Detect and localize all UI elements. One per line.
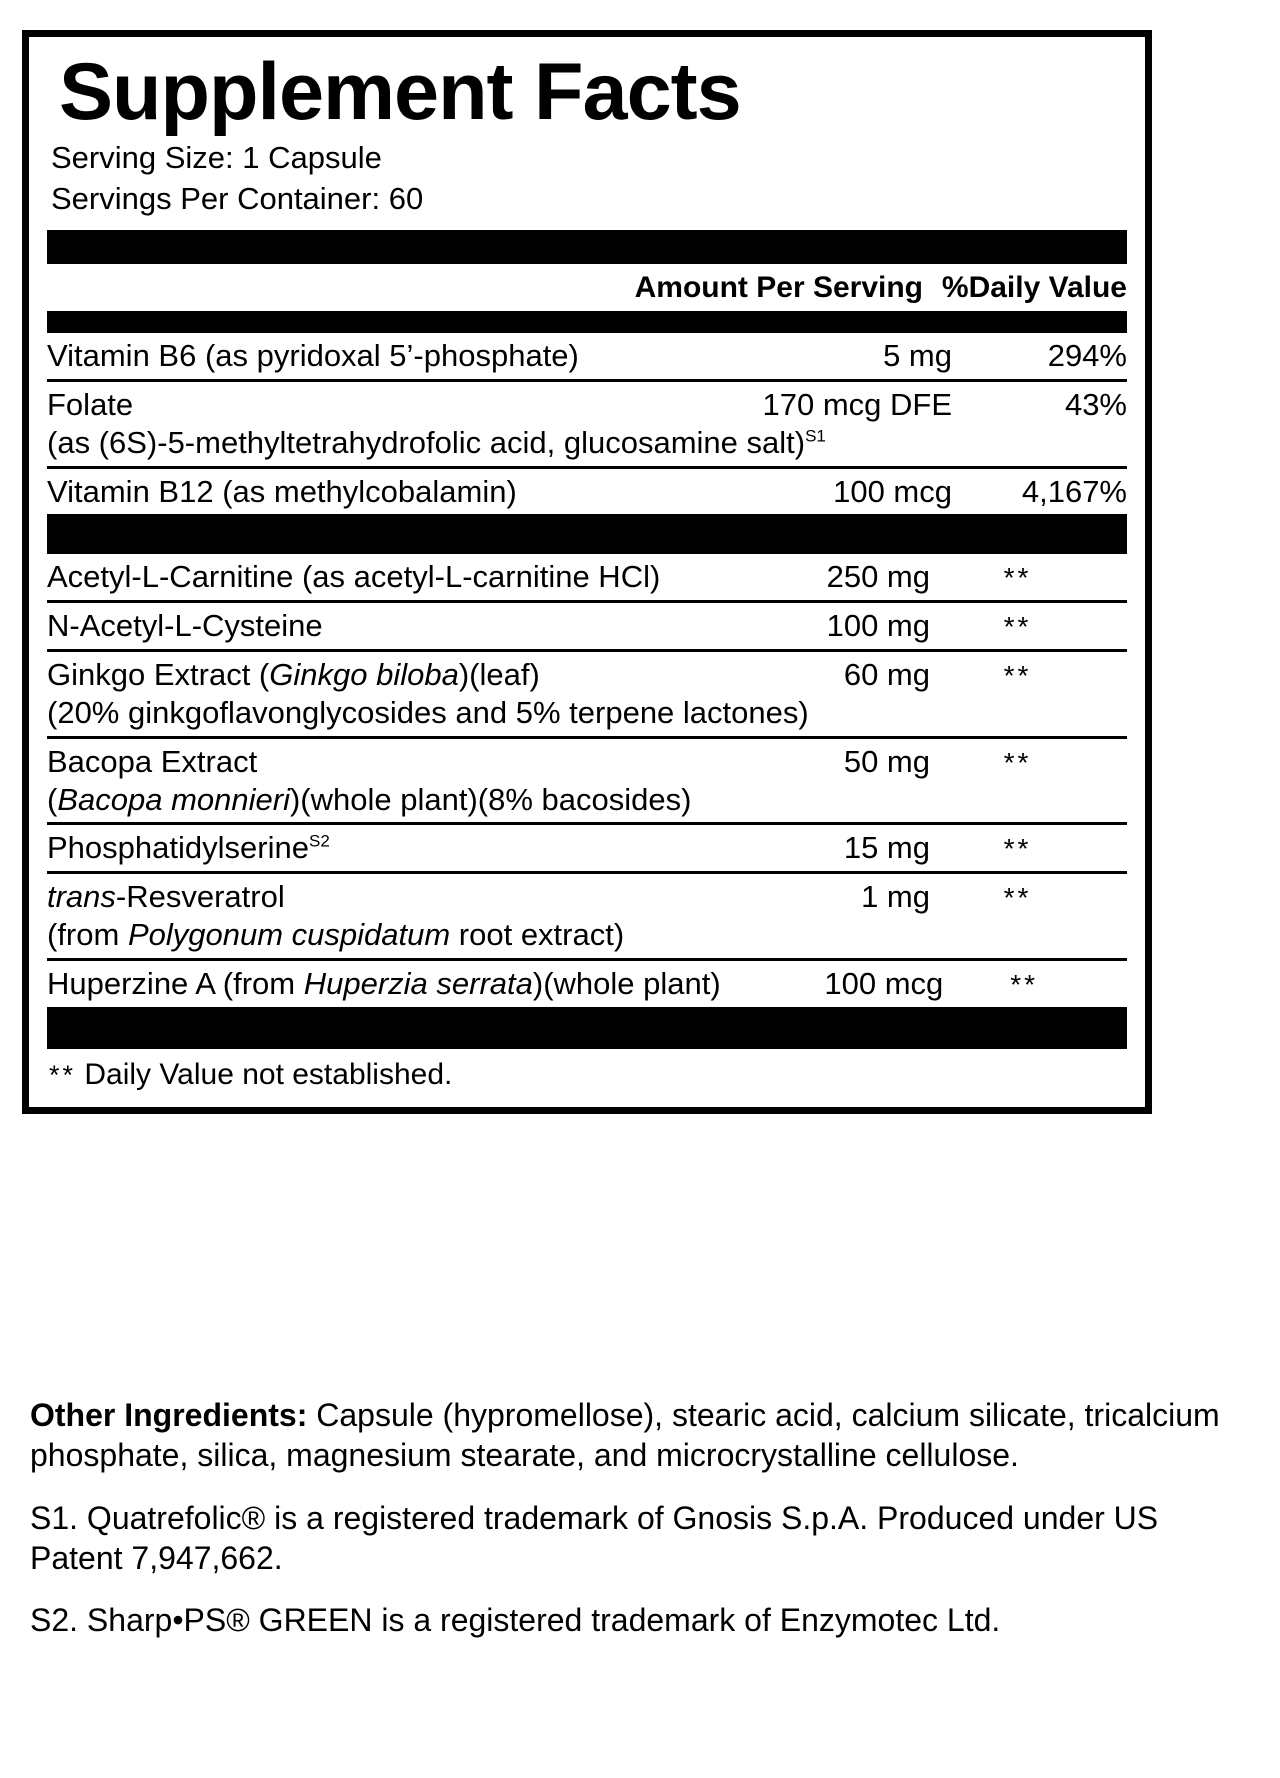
row-daily-value: ** <box>1003 882 1032 914</box>
column-header-amount: Amount Per Serving <box>634 271 923 305</box>
row-amount: 50 mg <box>843 743 930 779</box>
notes-section <box>30 1395 1250 1663</box>
vitamin-rows <box>47 333 1127 514</box>
daily-value-footnote <box>47 1049 1127 1097</box>
row-detail <box>47 424 1127 462</box>
row-name-text: Phosphatidylserine <box>47 830 309 866</box>
row-name: Folate <box>47 387 134 422</box>
row-daily-value: ** <box>1003 833 1032 865</box>
row-daily-value: 43% <box>1064 387 1127 422</box>
other-ingredients-label: Other Ingredients: <box>30 1397 308 1433</box>
row-daily-value: ** <box>1010 968 1039 1000</box>
table-row <box>47 379 1127 466</box>
panel-title: Supplement Facts <box>59 47 741 137</box>
table-row <box>47 958 1127 1007</box>
column-header-daily-value: %Daily Value <box>941 271 1127 305</box>
ingredient-rows <box>47 554 1127 1006</box>
servings-per-container: Servings Per Container: 60 <box>51 181 424 217</box>
other-ingredients <box>30 1395 1250 1476</box>
row-daily-value: ** <box>1003 611 1032 643</box>
table-row <box>47 822 1127 871</box>
row-name: trans-Resveratrol <box>47 879 285 915</box>
column-header-row <box>47 264 1127 311</box>
serving-size: Serving Size: 1 Capsule <box>51 140 382 176</box>
row-daily-value: ** <box>1003 660 1032 692</box>
trademark-note-s2: S2. Sharp•PS® GREEN is a registered trademark of Enzymotec Ltd. <box>30 1602 1001 1639</box>
table-row <box>47 466 1127 515</box>
row-name: Acetyl-L-Carnitine (as acetyl-L-carnitine HCl) <box>47 559 661 595</box>
divider-bar-mid <box>47 514 1127 554</box>
row-detail: (from Polygonum cuspidatum root extract) <box>47 916 625 952</box>
row-daily-value: 4,167% <box>1021 473 1127 509</box>
divider-bar-top <box>47 230 1127 264</box>
row-detail: (Bacopa monnieri)(whole plant)(8% bacosides) <box>47 781 692 817</box>
row-name: Ginkgo Extract (Ginkgo biloba)(leaf) <box>47 657 540 693</box>
row-detail-text: (as (6S)-5-methyltetrahydrofolic acid, glucosamine salt) <box>47 424 806 460</box>
row-daily-value: ** <box>1003 746 1032 778</box>
row-amount: 15 mg <box>843 830 930 866</box>
table-row <box>47 554 1127 600</box>
other-ingredients-text: Capsule (hypromellose), stearic acid, calcium silicate, tricalcium phosphate, silica, magnesium stearate, and microcrystalline cellulose. <box>30 1397 1220 1474</box>
row-name: Bacopa Extract <box>47 743 258 779</box>
table-row <box>47 649 1127 736</box>
footnote-stars: ** <box>49 1059 77 1090</box>
row-amount: 170 mcg DFE <box>762 387 952 422</box>
row-name: Vitamin B6 (as pyridoxal 5’-phosphate) <box>47 338 579 374</box>
row-amount: 100 mcg <box>833 473 952 509</box>
row-amount: 1 mg <box>861 879 930 915</box>
row-name-superscript: S2 <box>308 831 330 851</box>
row-amount: 60 mg <box>843 657 930 693</box>
divider-bar-under-headers <box>47 311 1127 333</box>
divider-bar-bottom <box>47 1007 1127 1049</box>
supplement-facts-panel <box>22 30 1152 1114</box>
row-amount: 5 mg <box>883 338 952 374</box>
row-amount: 100 mg <box>826 608 930 644</box>
footnote-text: Daily Value not established. <box>84 1057 453 1091</box>
row-detail-superscript: S1 <box>805 426 826 446</box>
row-detail: (20% ginkgoflavonglycosides and 5% terpene lactones) <box>47 694 809 730</box>
row-name: Huperzine A (from Huperzia serrata)(whole plant) <box>47 965 721 1001</box>
row-name <box>47 829 700 867</box>
row-daily-value: 294% <box>1047 338 1127 374</box>
row-amount: 100 mcg <box>824 965 944 1001</box>
table-row <box>47 871 1127 958</box>
row-amount: 250 mg <box>826 559 930 595</box>
row-name: Vitamin B12 (as methylcobalamin) <box>47 473 517 509</box>
row-name: N-Acetyl-L-Cysteine <box>47 608 323 644</box>
table-row <box>47 333 1127 379</box>
row-daily-value: ** <box>1003 562 1032 594</box>
trademark-note-s1: S1. Quatrefolic® is a registered trademark of Gnosis S.p.A. Produced under US Patent 7,947,662. <box>30 1499 1159 1576</box>
table-row <box>47 736 1127 823</box>
table-row <box>47 600 1127 649</box>
